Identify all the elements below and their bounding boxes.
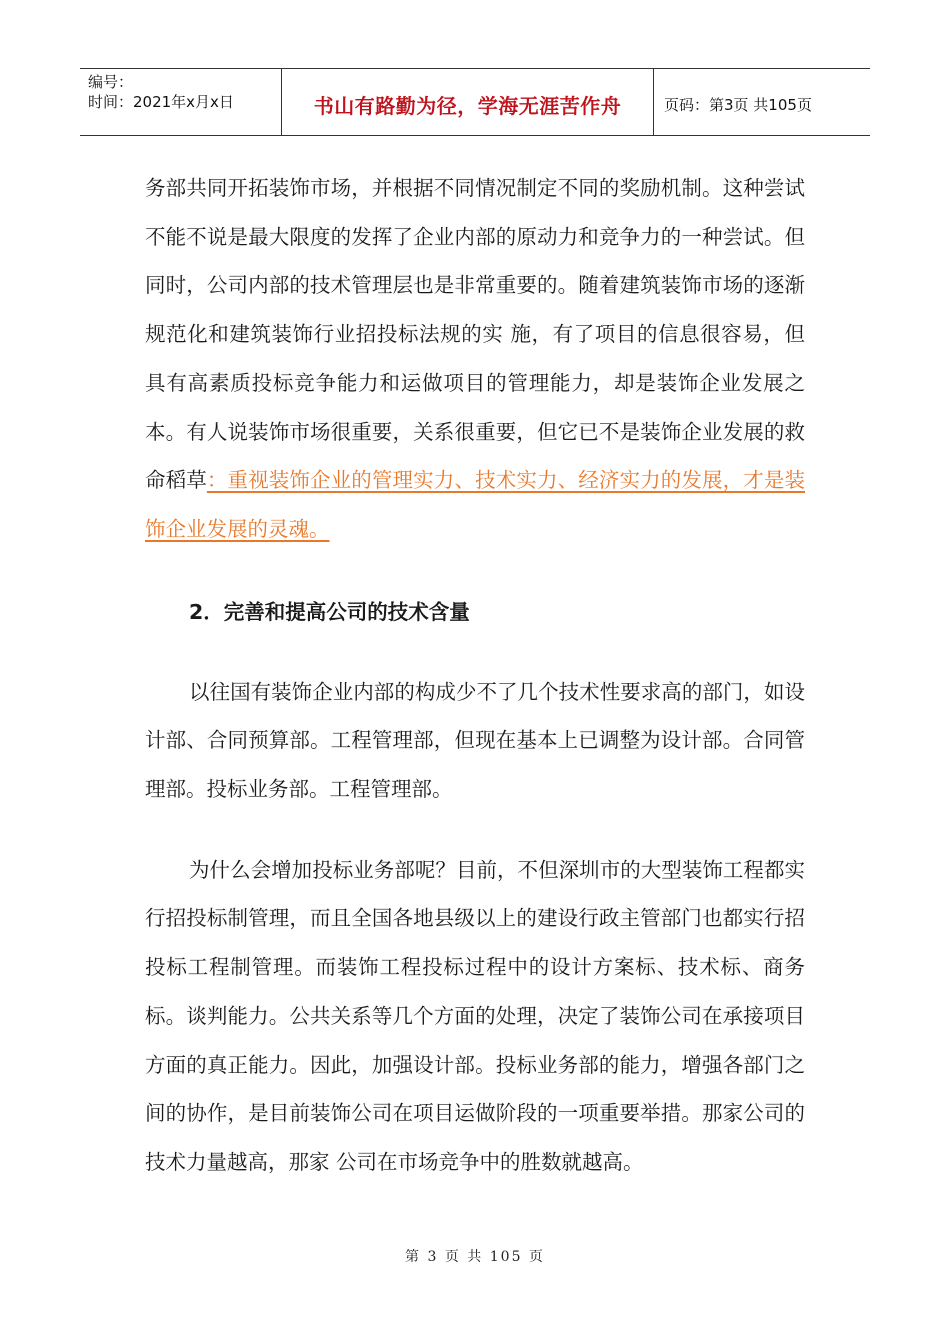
header-meta-cell xyxy=(80,69,282,135)
paragraph-2: 以往国有装饰企业内部的构成少不了几个技术性要求高的部门，如设计部、合同预算部。工程管理部，但现在基本上已调整为设计部。合同管理部。投标业务部。工程管理部。 xyxy=(145,679,805,802)
document-body xyxy=(145,164,805,1187)
section-heading-2: 2．完善和提高公司的技术含量 xyxy=(189,599,470,624)
page-footer: 第 3 页 共 105 页 xyxy=(405,1249,545,1265)
date-label: 时间：2021年x月x日 xyxy=(88,93,234,111)
highlighted-sentence: ：重视装饰企业的管理实力、技术实力、经济实力的发展，才是装饰企业发展的灵魂。 xyxy=(145,468,806,541)
document-header xyxy=(80,68,870,136)
header-page-info: 页码：第3页 共105页 xyxy=(664,95,812,114)
header-motto: 书山有路勤为径，学海无涯苦作舟 xyxy=(282,69,654,135)
paragraph-1-text: 务部共同开拓装饰市场，并根据不同情况制定不同的奖励机制。这种尝试不能不说是最大限度的发挥了企业内部的原动力和竞争力的一种尝试。但同时，公司内部的技术管理层也是非常重要的。随着建筑装饰市场的逐渐规范化和建筑装饰行业招投标法规的实 施，有了项目的信息很容易，但具有高素质投标竞争能力和运做项目的管理能力，却是装饰企业发展之本。有人说装饰市场很重要，关系很重要，但它已不是装饰企业发展的救命稻草 xyxy=(145,176,805,493)
paragraph-3: 为什么会增加投标业务部呢？目前，不但深圳市的大型装饰工程都实行招投标制管理，而且全国各地县级以上的建设行政主管部门也都实行招投标工程制管理。而装饰工程投标过程中的设计方案标、技术标、商务标。谈判能力。公共关系等几个方面的处理，决定了装饰公司在承接项目方面的真正能力。因此，加强设计部。投标业务部的能力，增强各部门之间的协作，是目前装饰公司在项目运做阶段的一项重要举措。那家公司的技术力量越高，那家 公司在市场竞争中的胜数就越高。 xyxy=(145,857,805,1174)
serial-number-label: 编号： xyxy=(88,73,134,91)
paragraph-1 xyxy=(145,164,805,554)
